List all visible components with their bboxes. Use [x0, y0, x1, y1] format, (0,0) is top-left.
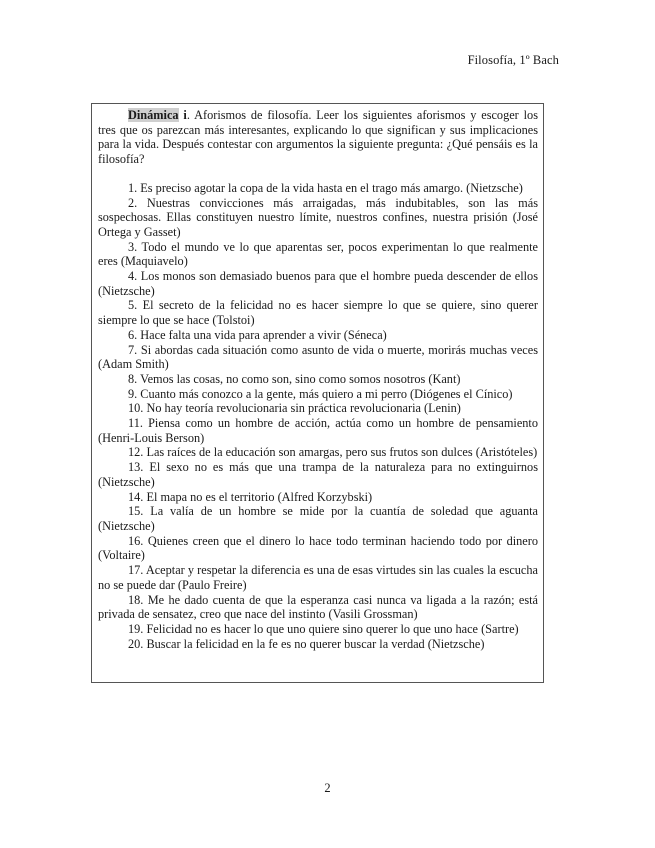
- aphorism-item: 17. Aceptar y respetar la diferencia es una de esas virtudes sin las cuales la escucha no se puede dar (Paulo Freire): [98, 563, 538, 592]
- aphorism-item: 11. Piensa como un hombre de acción, actúa como un hombre de pensamiento (Henri-Louis Berson): [98, 416, 538, 445]
- aphorism-item: 8. Vemos las cosas, no como son, sino como somos nosotros (Kant): [128, 371, 461, 386]
- aphorism-item: 10. No hay teoría revolucionaria sin práctica revolucionaria (Lenin): [128, 401, 461, 416]
- aphorism-item: 15. La valía de un hombre se mide por la cuantía de soledad que aguanta (Nietzsche): [98, 504, 538, 533]
- aphorism-item: 7. Si abordas cada situación como asunto de vida o muerte, morirás muchas veces (Adam Smith): [98, 342, 538, 372]
- aphorism-item: 19. Felicidad no es hacer lo que uno quiere sino querer lo que uno hace (Sartre): [128, 621, 519, 636]
- activity-title-suffix: i: [183, 108, 187, 122]
- aphorism-item: 9. Cuanto más conozco a la gente, más quiero a mi perro (Diógenes el Cínico): [128, 386, 513, 401]
- aphorism-item: 6. Hace falta una vida para aprender a vivir (Séneca): [128, 327, 387, 342]
- aphorism-item: 4. Los monos son demasiado buenos para que el hombre pueda descender de ellos (Nietzsche): [98, 269, 538, 298]
- aphorism-item: 16. Quienes creen que el dinero lo hace todo terminan haciendo todo por dinero (Voltaire): [98, 533, 538, 563]
- aphorism-item: 13. El sexo no es más que una trampa de la naturaleza para no extinguirnos (Nietzsche): [98, 460, 538, 489]
- aphorism-item: 12. Las raíces de la educación son amargas, pero sus frutos son dulces (Aristóteles): [128, 445, 538, 460]
- aphorism-item: 20. Buscar la felicidad en la fe es no querer buscar la verdad (Nietzsche): [128, 636, 485, 651]
- aphorism-item: 14. El mapa no es el territorio (Alfred Korzybski): [128, 489, 373, 504]
- aphorism-item: 5. El secreto de la felicidad no es hacer siempre lo que se quiere, sino querer siempre lo que se hace (Tolstoi): [98, 298, 538, 328]
- activity-instructions: . Aforismos de filosofía. Leer los siguientes aforismos y escoger los tres que os parezcan más interesantes, explicando lo que significan y sus implicaciones para la vida. Después contestar con argumentos la siguiente pregunta: ¿Qué pensáis es la filosofía?: [98, 108, 538, 167]
- page-number: 2: [324, 781, 331, 795]
- activity-box: [91, 103, 544, 683]
- activity-title: Dinámica: [128, 108, 179, 122]
- aphorism-item: 1. Es preciso agotar la copa de la vida hasta en el trago más amargo. (Nietzsche): [128, 180, 523, 195]
- aphorism-item: 2. Nuestras convicciones más arraigadas, más indubitables, son las más sospechosas. Ellas constituyen nuestro límite, nuestros confines, nuestra prisión (José Ortega y Gasset): [98, 195, 538, 239]
- aphorism-item: 18. Me he dado cuenta de que la esperanza casi nunca va ligada a la razón; está privada de sensatez, creo que nace del instinto (Vasili Grossman): [98, 592, 538, 622]
- page-header: Filosofía, 1º Bach: [467, 53, 559, 67]
- activity-intro: [98, 108, 538, 167]
- aphorism-item: 3. Todo el mundo ve lo que aparentas ser, pocos experimentan lo que realmente eres (Maquiavelo): [98, 239, 538, 269]
